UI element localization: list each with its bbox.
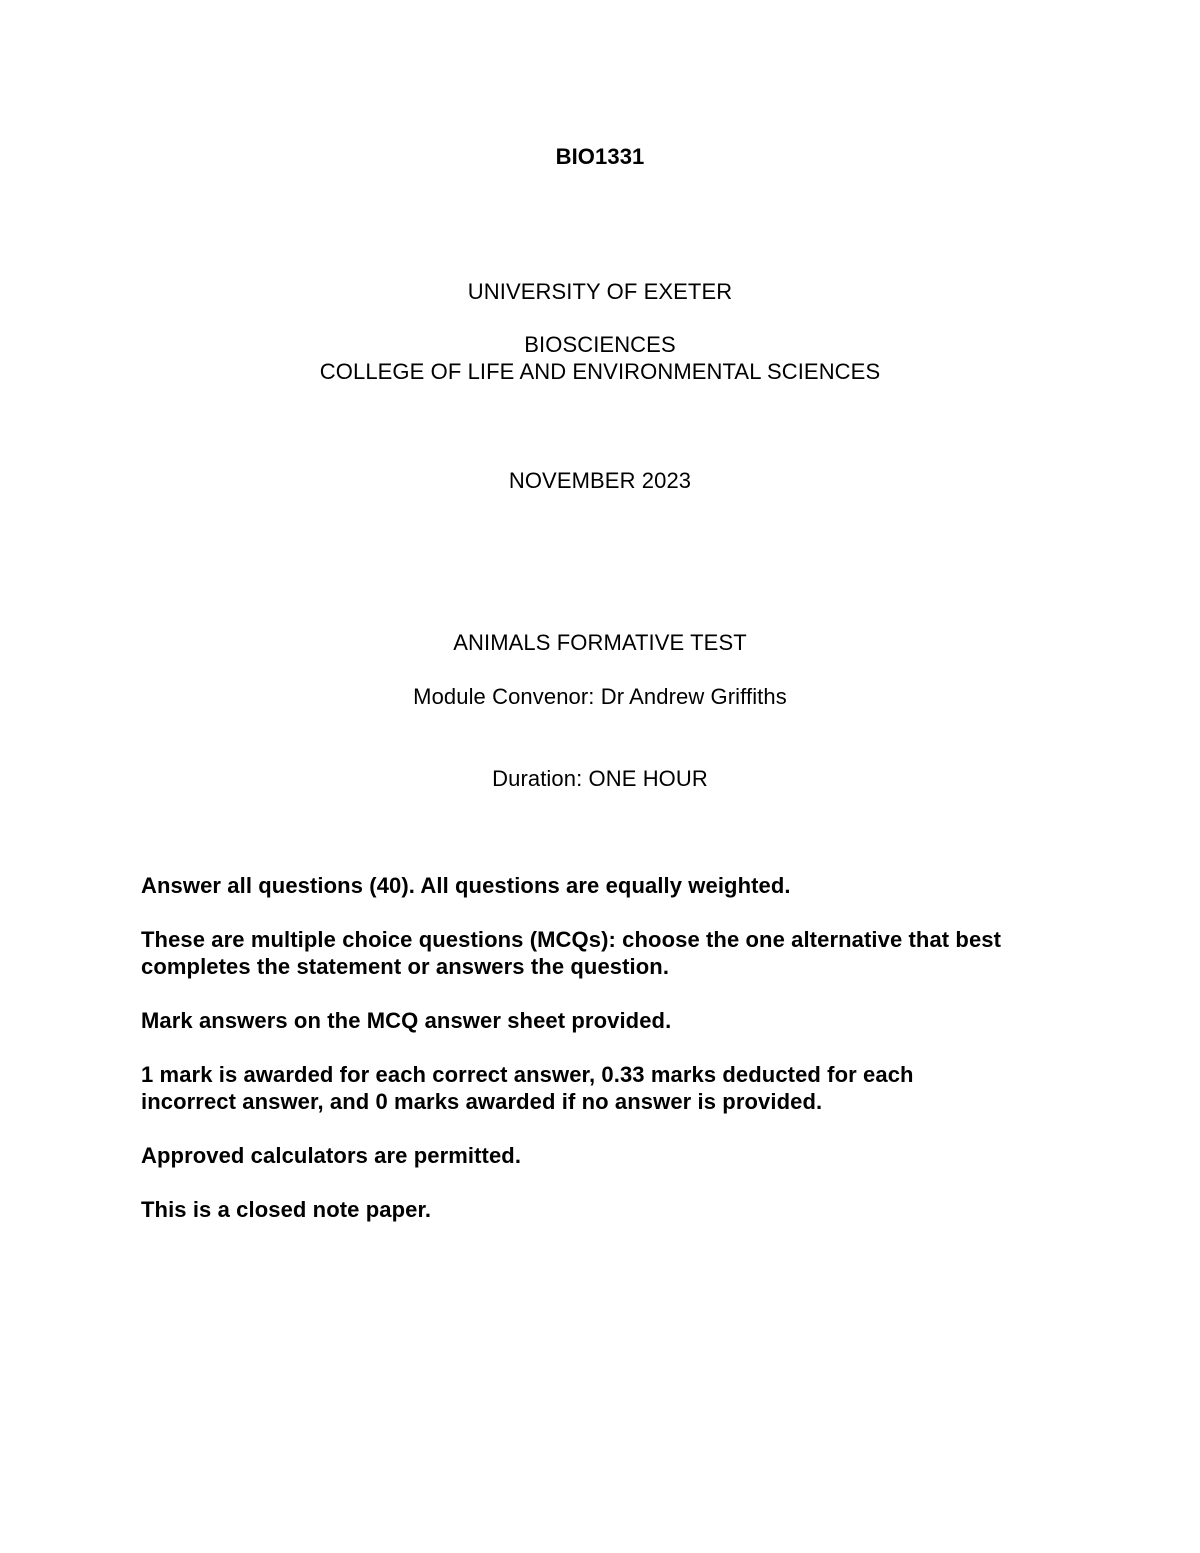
instruction-mcq-format: These are multiple choice questions (MCQs): choose the one alternative that best completes the statement or answers the question. xyxy=(141,927,1002,979)
instruction-answer-all: Answer all questions (40). All questions are equally weighted. xyxy=(141,873,791,898)
instruction-marking-scheme: 1 mark is awarded for each correct answer, 0.33 marks deducted for each incorrect answer, and 0 marks awarded if no answer is provided. xyxy=(141,1062,914,1114)
university-name: UNIVERSITY OF EXETER xyxy=(467,279,733,304)
module-convenor: Module Convenor: Dr Andrew Griffiths xyxy=(413,684,787,709)
instruction-closed-note: This is a closed note paper. xyxy=(141,1197,432,1222)
instruction-answer-sheet: Mark answers on the MCQ answer sheet provided. xyxy=(141,1008,672,1033)
module-code: BIO1331 xyxy=(555,144,645,169)
exam-date: NOVEMBER 2023 xyxy=(508,468,692,493)
instruction-calculators: Approved calculators are permitted. xyxy=(141,1143,522,1168)
college-name: COLLEGE OF LIFE AND ENVIRONMENTAL SCIENCES xyxy=(319,359,881,384)
exam-duration: Duration: ONE HOUR xyxy=(492,766,708,791)
department-name: BIOSCIENCES xyxy=(524,332,676,357)
exam-title: ANIMALS FORMATIVE TEST xyxy=(453,630,747,655)
instructions-block xyxy=(141,872,1081,1250)
